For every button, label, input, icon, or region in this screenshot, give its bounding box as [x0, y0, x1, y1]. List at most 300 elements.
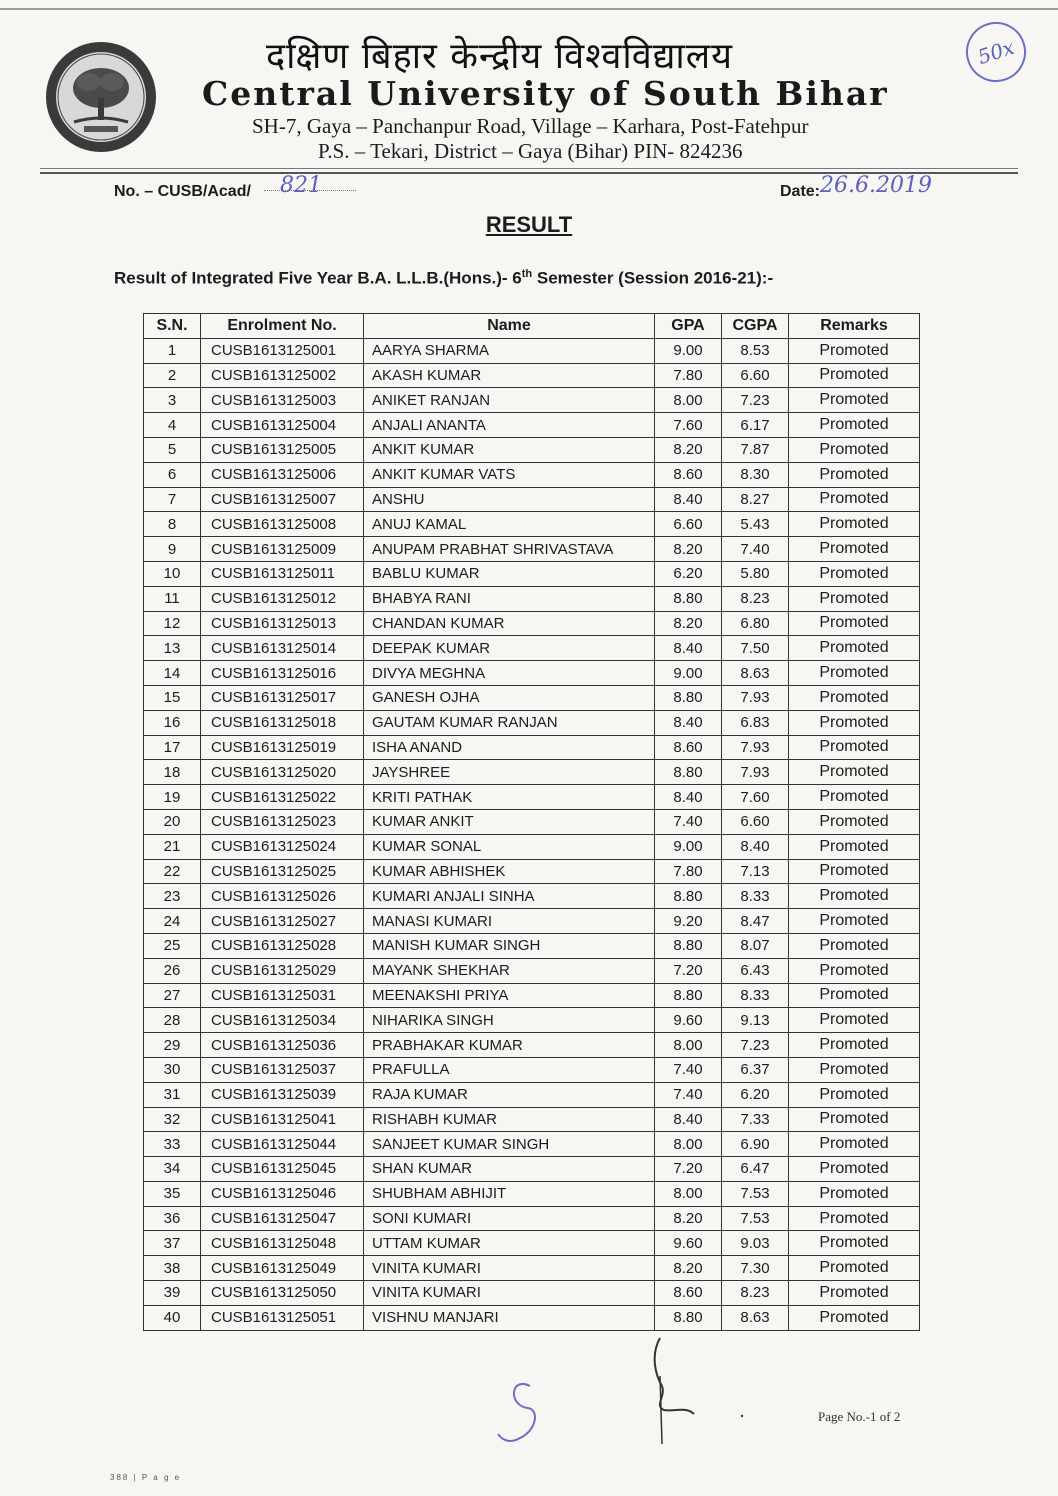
- cell-enrolment-no: CUSB1613125014: [201, 636, 364, 661]
- cell-cgpa: 7.53: [722, 1206, 789, 1231]
- cell-cgpa: 8.63: [722, 1305, 789, 1330]
- cell-enrolment-no: CUSB1613125009: [201, 537, 364, 562]
- cell-gpa: 7.80: [655, 363, 722, 388]
- cell-enrolment-no: CUSB1613125026: [201, 884, 364, 909]
- cell-gpa: 8.20: [655, 1256, 722, 1281]
- cell-cgpa: 7.93: [722, 735, 789, 760]
- cell-sn: 30: [144, 1057, 201, 1082]
- university-name-hindi: दक्षिण बिहार केन्द्रीय विश्वविद्यालय: [266, 36, 734, 77]
- cell-cgpa: 9.03: [722, 1231, 789, 1256]
- table-row: [144, 586, 920, 611]
- table-row: [144, 1033, 920, 1058]
- cell-cgpa: 5.43: [722, 512, 789, 537]
- cell-enrolment-no: CUSB1613125006: [201, 462, 364, 487]
- column-header-remarks: Remarks: [789, 314, 920, 339]
- cell-remarks: Promoted: [789, 462, 920, 487]
- cell-name: KUMAR SONAL: [364, 834, 655, 859]
- cell-sn: 1: [144, 338, 201, 363]
- header-divider-thin: [40, 168, 1018, 169]
- cell-enrolment-no: CUSB1613125016: [201, 661, 364, 686]
- cell-name: UTTAM KUMAR: [364, 1231, 655, 1256]
- cell-sn: 29: [144, 1033, 201, 1058]
- cell-cgpa: 8.40: [722, 834, 789, 859]
- table-row: [144, 1132, 920, 1157]
- cell-cgpa: 7.87: [722, 437, 789, 462]
- cell-enrolment-no: CUSB1613125019: [201, 735, 364, 760]
- cell-cgpa: 7.23: [722, 388, 789, 413]
- cell-remarks: Promoted: [789, 1157, 920, 1182]
- cell-sn: 4: [144, 413, 201, 438]
- table-row: [144, 462, 920, 487]
- table-row: [144, 909, 920, 934]
- cell-enrolment-no: CUSB1613125045: [201, 1157, 364, 1182]
- table-row: [144, 1305, 920, 1330]
- top-border-line: [0, 8, 1058, 10]
- cell-gpa: 9.00: [655, 834, 722, 859]
- cell-remarks: Promoted: [789, 859, 920, 884]
- address-line-1: SH-7, Gaya – Panchanpur Road, Village – Karhara, Post-Fatehpur: [252, 114, 809, 138]
- cell-cgpa: 6.47: [722, 1157, 789, 1182]
- cell-remarks: Promoted: [789, 537, 920, 562]
- cell-gpa: 8.20: [655, 437, 722, 462]
- cell-remarks: Promoted: [789, 933, 920, 958]
- cell-sn: 34: [144, 1157, 201, 1182]
- cell-remarks: Promoted: [789, 1107, 920, 1132]
- cell-enrolment-no: CUSB1613125050: [201, 1281, 364, 1306]
- cell-gpa: 8.60: [655, 462, 722, 487]
- cell-cgpa: 8.33: [722, 983, 789, 1008]
- cell-name: GAUTAM KUMAR RANJAN: [364, 710, 655, 735]
- cell-cgpa: 6.37: [722, 1057, 789, 1082]
- cell-enrolment-no: CUSB1613125018: [201, 710, 364, 735]
- cell-name: SONI KUMARI: [364, 1206, 655, 1231]
- cell-cgpa: 6.60: [722, 363, 789, 388]
- cell-cgpa: 8.33: [722, 884, 789, 909]
- cell-enrolment-no: CUSB1613125029: [201, 958, 364, 983]
- cell-name: PRABHAKAR KUMAR: [364, 1033, 655, 1058]
- cell-sn: 16: [144, 710, 201, 735]
- table-row: [144, 487, 920, 512]
- table-row: [144, 636, 920, 661]
- document-subheading: [114, 268, 773, 289]
- column-header-sn: S.N.: [144, 314, 201, 339]
- cell-gpa: 9.00: [655, 338, 722, 363]
- table-row: [144, 760, 920, 785]
- scan-footer-mark: 388 | P a g e: [110, 1473, 182, 1482]
- cell-gpa: 8.40: [655, 487, 722, 512]
- cell-gpa: 8.80: [655, 884, 722, 909]
- cell-sn: 9: [144, 537, 201, 562]
- cell-gpa: 8.60: [655, 1281, 722, 1306]
- cell-cgpa: 8.47: [722, 909, 789, 934]
- page-number: Page No.-1 of 2: [818, 1409, 901, 1424]
- table-row: [144, 363, 920, 388]
- cell-gpa: 8.80: [655, 933, 722, 958]
- cell-remarks: Promoted: [789, 710, 920, 735]
- cell-remarks: Promoted: [789, 1132, 920, 1157]
- cell-sn: 6: [144, 462, 201, 487]
- cell-cgpa: 8.07: [722, 933, 789, 958]
- cell-gpa: 7.60: [655, 413, 722, 438]
- cell-enrolment-no: CUSB1613125002: [201, 363, 364, 388]
- cell-sn: 18: [144, 760, 201, 785]
- table-row: [144, 1231, 920, 1256]
- cell-gpa: 8.80: [655, 685, 722, 710]
- cell-gpa: 8.80: [655, 586, 722, 611]
- cell-cgpa: 6.83: [722, 710, 789, 735]
- cell-remarks: Promoted: [789, 338, 920, 363]
- cell-cgpa: 8.27: [722, 487, 789, 512]
- table-row: [144, 1181, 920, 1206]
- cell-remarks: Promoted: [789, 884, 920, 909]
- cell-name: GANESH OJHA: [364, 685, 655, 710]
- cell-name: VINITA KUMARI: [364, 1256, 655, 1281]
- column-header-gpa: GPA: [655, 314, 722, 339]
- table-row: [144, 1057, 920, 1082]
- cell-gpa: 8.80: [655, 1305, 722, 1330]
- column-header-cgpa: CGPA: [722, 314, 789, 339]
- subheading-text: Result of Integrated Five Year B.A. L.L.B.(Hons.)- 6: [114, 268, 522, 288]
- cell-sn: 15: [144, 685, 201, 710]
- cell-name: ANKIT KUMAR: [364, 437, 655, 462]
- cell-enrolment-no: CUSB1613125004: [201, 413, 364, 438]
- cell-sn: 7: [144, 487, 201, 512]
- cell-enrolment-no: CUSB1613125031: [201, 983, 364, 1008]
- signature-marks: [490, 1336, 770, 1446]
- cell-gpa: 9.60: [655, 1231, 722, 1256]
- cell-enrolment-no: CUSB1613125007: [201, 487, 364, 512]
- cell-enrolment-no: CUSB1613125012: [201, 586, 364, 611]
- cell-gpa: 6.20: [655, 561, 722, 586]
- cell-cgpa: 7.33: [722, 1107, 789, 1132]
- cell-name: VISHNU MANJARI: [364, 1305, 655, 1330]
- cell-enrolment-no: CUSB1613125011: [201, 561, 364, 586]
- cell-remarks: Promoted: [789, 611, 920, 636]
- cell-sn: 23: [144, 884, 201, 909]
- cell-name: SHUBHAM ABHIJIT: [364, 1181, 655, 1206]
- cell-cgpa: 8.53: [722, 338, 789, 363]
- table-row: [144, 413, 920, 438]
- cell-remarks: Promoted: [789, 561, 920, 586]
- cell-name: KUMAR ANKIT: [364, 809, 655, 834]
- table-row: [144, 661, 920, 686]
- cell-cgpa: 7.53: [722, 1181, 789, 1206]
- table-row: [144, 1107, 920, 1132]
- cell-gpa: 8.00: [655, 1181, 722, 1206]
- cell-sn: 3: [144, 388, 201, 413]
- cell-enrolment-no: CUSB1613125001: [201, 338, 364, 363]
- table-row: [144, 1256, 920, 1281]
- cell-sn: 19: [144, 785, 201, 810]
- cell-enrolment-no: CUSB1613125005: [201, 437, 364, 462]
- table-row: [144, 710, 920, 735]
- cell-enrolment-no: CUSB1613125008: [201, 512, 364, 537]
- table-row: [144, 859, 920, 884]
- cell-gpa: 8.40: [655, 1107, 722, 1132]
- column-header-name: Name: [364, 314, 655, 339]
- cell-gpa: 8.40: [655, 636, 722, 661]
- reference-number-label: No. – CUSB/Acad/: [114, 183, 251, 200]
- cell-gpa: 9.60: [655, 1008, 722, 1033]
- cell-name: ANSHU: [364, 487, 655, 512]
- date-label: Date:: [780, 183, 821, 200]
- cell-cgpa: 7.93: [722, 760, 789, 785]
- cell-cgpa: 8.63: [722, 661, 789, 686]
- table-row: [144, 1008, 920, 1033]
- cell-name: JAYSHREE: [364, 760, 655, 785]
- cell-gpa: 8.80: [655, 760, 722, 785]
- cell-name: BHABYA RANI: [364, 586, 655, 611]
- cell-enrolment-no: CUSB1613125049: [201, 1256, 364, 1281]
- cell-gpa: 8.40: [655, 785, 722, 810]
- cell-name: RAJA KUMAR: [364, 1082, 655, 1107]
- cell-gpa: 7.20: [655, 958, 722, 983]
- cell-sn: 40: [144, 1305, 201, 1330]
- cell-enrolment-no: CUSB1613125017: [201, 685, 364, 710]
- cell-name: ANIKET RANJAN: [364, 388, 655, 413]
- table-row: [144, 809, 920, 834]
- cell-sn: 35: [144, 1181, 201, 1206]
- cell-sn: 33: [144, 1132, 201, 1157]
- cell-sn: 20: [144, 809, 201, 834]
- cell-enrolment-no: CUSB1613125044: [201, 1132, 364, 1157]
- cell-name: ANUJ KAMAL: [364, 512, 655, 537]
- cell-remarks: Promoted: [789, 487, 920, 512]
- cell-remarks: Promoted: [789, 1305, 920, 1330]
- cell-sn: 36: [144, 1206, 201, 1231]
- cell-name: SHAN KUMAR: [364, 1157, 655, 1182]
- cell-sn: 8: [144, 512, 201, 537]
- cell-sn: 21: [144, 834, 201, 859]
- cell-sn: 11: [144, 586, 201, 611]
- cell-remarks: Promoted: [789, 1231, 920, 1256]
- cell-remarks: Promoted: [789, 1057, 920, 1082]
- cell-cgpa: 7.50: [722, 636, 789, 661]
- cell-sn: 31: [144, 1082, 201, 1107]
- cell-name: MANISH KUMAR SINGH: [364, 933, 655, 958]
- results-table-body: [144, 338, 920, 1330]
- table-row: [144, 537, 920, 562]
- cell-name: ANKIT KUMAR VATS: [364, 462, 655, 487]
- cell-remarks: Promoted: [789, 958, 920, 983]
- cell-remarks: Promoted: [789, 413, 920, 438]
- table-row: [144, 512, 920, 537]
- cell-sn: 10: [144, 561, 201, 586]
- cell-enrolment-no: CUSB1613125041: [201, 1107, 364, 1132]
- cell-remarks: Promoted: [789, 636, 920, 661]
- table-row: [144, 1281, 920, 1306]
- university-name-english: Central University of South Bihar: [202, 74, 889, 113]
- cell-sn: 12: [144, 611, 201, 636]
- cell-gpa: 8.00: [655, 1132, 722, 1157]
- cell-name: VINITA KUMARI: [364, 1281, 655, 1306]
- cell-enrolment-no: CUSB1613125027: [201, 909, 364, 934]
- cell-enrolment-no: CUSB1613125048: [201, 1231, 364, 1256]
- cell-cgpa: 7.30: [722, 1256, 789, 1281]
- table-row: [144, 388, 920, 413]
- cell-cgpa: 7.40: [722, 537, 789, 562]
- table-row: [144, 834, 920, 859]
- table-row: [144, 561, 920, 586]
- cell-remarks: Promoted: [789, 437, 920, 462]
- cell-sn: 22: [144, 859, 201, 884]
- cell-gpa: 7.80: [655, 859, 722, 884]
- cell-cgpa: 7.23: [722, 1033, 789, 1058]
- university-seal-icon: [44, 40, 158, 154]
- table-row: [144, 884, 920, 909]
- cell-sn: 28: [144, 1008, 201, 1033]
- cell-cgpa: 8.23: [722, 1281, 789, 1306]
- table-row: [144, 1157, 920, 1182]
- cell-gpa: 8.60: [655, 735, 722, 760]
- cell-name: MANASI KUMARI: [364, 909, 655, 934]
- cell-cgpa: 6.80: [722, 611, 789, 636]
- date-handwritten: 26.6.2019: [820, 173, 932, 198]
- table-row: [144, 437, 920, 462]
- cell-gpa: 8.00: [655, 1033, 722, 1058]
- cell-remarks: Promoted: [789, 983, 920, 1008]
- cell-enrolment-no: CUSB1613125023: [201, 809, 364, 834]
- cell-sn: 14: [144, 661, 201, 686]
- table-row: [144, 1206, 920, 1231]
- cell-name: NIHARIKA SINGH: [364, 1008, 655, 1033]
- cell-remarks: Promoted: [789, 363, 920, 388]
- table-row: [144, 958, 920, 983]
- cell-sn: 37: [144, 1231, 201, 1256]
- cell-gpa: 8.20: [655, 611, 722, 636]
- cell-name: SANJEET KUMAR SINGH: [364, 1132, 655, 1157]
- document-heading: RESULT: [485, 212, 573, 237]
- cell-remarks: Promoted: [789, 1281, 920, 1306]
- cell-cgpa: 6.20: [722, 1082, 789, 1107]
- cell-sn: 17: [144, 735, 201, 760]
- cell-cgpa: 6.90: [722, 1132, 789, 1157]
- address-line-2: P.S. – Tekari, District – Gaya (Bihar) PIN- 824236: [318, 139, 743, 163]
- table-row: [144, 1082, 920, 1107]
- cell-cgpa: 7.93: [722, 685, 789, 710]
- cell-gpa: 7.40: [655, 1082, 722, 1107]
- cell-name: ANUPAM PRABHAT SHRIVASTAVA: [364, 537, 655, 562]
- cell-cgpa: 6.43: [722, 958, 789, 983]
- cell-remarks: Promoted: [789, 388, 920, 413]
- cell-enrolment-no: CUSB1613125036: [201, 1033, 364, 1058]
- table-row: [144, 685, 920, 710]
- cell-enrolment-no: CUSB1613125047: [201, 1206, 364, 1231]
- cell-remarks: Promoted: [789, 785, 920, 810]
- cell-enrolment-no: CUSB1613125024: [201, 834, 364, 859]
- cell-name: BABLU KUMAR: [364, 561, 655, 586]
- cell-cgpa: 8.30: [722, 462, 789, 487]
- cell-enrolment-no: CUSB1613125013: [201, 611, 364, 636]
- cell-remarks: Promoted: [789, 909, 920, 934]
- cell-remarks: Promoted: [789, 760, 920, 785]
- cell-gpa: 9.00: [655, 661, 722, 686]
- cell-sn: 32: [144, 1107, 201, 1132]
- cell-remarks: Promoted: [789, 512, 920, 537]
- cell-gpa: 8.20: [655, 537, 722, 562]
- subheading-text-tail: Semester (Session 2016-21):-: [532, 268, 774, 288]
- cell-name: KRITI PATHAK: [364, 785, 655, 810]
- cell-cgpa: 9.13: [722, 1008, 789, 1033]
- cell-enrolment-no: CUSB1613125022: [201, 785, 364, 810]
- cell-remarks: Promoted: [789, 1033, 920, 1058]
- table-row: [144, 611, 920, 636]
- cell-name: MAYANK SHEKHAR: [364, 958, 655, 983]
- cell-sn: 25: [144, 933, 201, 958]
- table-row: [144, 983, 920, 1008]
- cell-gpa: 6.60: [655, 512, 722, 537]
- cell-enrolment-no: CUSB1613125034: [201, 1008, 364, 1033]
- cell-name: ISHA ANAND: [364, 735, 655, 760]
- cell-name: ANJALI ANANTA: [364, 413, 655, 438]
- cell-remarks: Promoted: [789, 1256, 920, 1281]
- cell-sn: 5: [144, 437, 201, 462]
- cell-sn: 13: [144, 636, 201, 661]
- cell-sn: 39: [144, 1281, 201, 1306]
- cell-name: KUMARI ANJALI SINHA: [364, 884, 655, 909]
- cell-remarks: Promoted: [789, 735, 920, 760]
- cell-remarks: Promoted: [789, 1082, 920, 1107]
- cell-sn: 2: [144, 363, 201, 388]
- table-row: [144, 933, 920, 958]
- cell-gpa: 9.20: [655, 909, 722, 934]
- cell-sn: 26: [144, 958, 201, 983]
- cell-remarks: Promoted: [789, 834, 920, 859]
- cell-cgpa: 8.23: [722, 586, 789, 611]
- reference-number-handwritten: 821: [280, 173, 322, 198]
- cell-enrolment-no: CUSB1613125025: [201, 859, 364, 884]
- cell-name: MEENAKSHI PRIYA: [364, 983, 655, 1008]
- cell-gpa: 8.80: [655, 983, 722, 1008]
- cell-remarks: Promoted: [789, 685, 920, 710]
- table-row: [144, 785, 920, 810]
- cell-name: AARYA SHARMA: [364, 338, 655, 363]
- cell-cgpa: 6.17: [722, 413, 789, 438]
- cell-remarks: Promoted: [789, 809, 920, 834]
- cell-name: AKASH KUMAR: [364, 363, 655, 388]
- cell-enrolment-no: CUSB1613125003: [201, 388, 364, 413]
- cell-name: PRAFULLA: [364, 1057, 655, 1082]
- cell-remarks: Promoted: [789, 1206, 920, 1231]
- cell-enrolment-no: CUSB1613125046: [201, 1181, 364, 1206]
- cell-gpa: 8.00: [655, 388, 722, 413]
- column-header-enrolment: Enrolment No.: [201, 314, 364, 339]
- cell-sn: 24: [144, 909, 201, 934]
- subheading-superscript: th: [521, 268, 533, 280]
- table-row: [144, 338, 920, 363]
- cell-sn: 27: [144, 983, 201, 1008]
- cell-remarks: Promoted: [789, 1008, 920, 1033]
- cell-enrolment-no: CUSB1613125037: [201, 1057, 364, 1082]
- cell-name: RISHABH KUMAR: [364, 1107, 655, 1132]
- cell-remarks: Promoted: [789, 1181, 920, 1206]
- cell-cgpa: 5.80: [722, 561, 789, 586]
- cell-cgpa: 7.13: [722, 859, 789, 884]
- cell-enrolment-no: CUSB1613125020: [201, 760, 364, 785]
- cell-cgpa: 6.60: [722, 809, 789, 834]
- cell-enrolment-no: CUSB1613125028: [201, 933, 364, 958]
- cell-gpa: 7.20: [655, 1157, 722, 1182]
- cell-enrolment-no: CUSB1613125051: [201, 1305, 364, 1330]
- table-row: [144, 735, 920, 760]
- cell-name: CHANDAN KUMAR: [364, 611, 655, 636]
- cell-gpa: 8.40: [655, 710, 722, 735]
- table-header-row: [144, 314, 920, 339]
- cell-enrolment-no: CUSB1613125039: [201, 1082, 364, 1107]
- cell-name: DEEPAK KUMAR: [364, 636, 655, 661]
- cell-name: DIVYA MEGHNA: [364, 661, 655, 686]
- cell-gpa: 8.20: [655, 1206, 722, 1231]
